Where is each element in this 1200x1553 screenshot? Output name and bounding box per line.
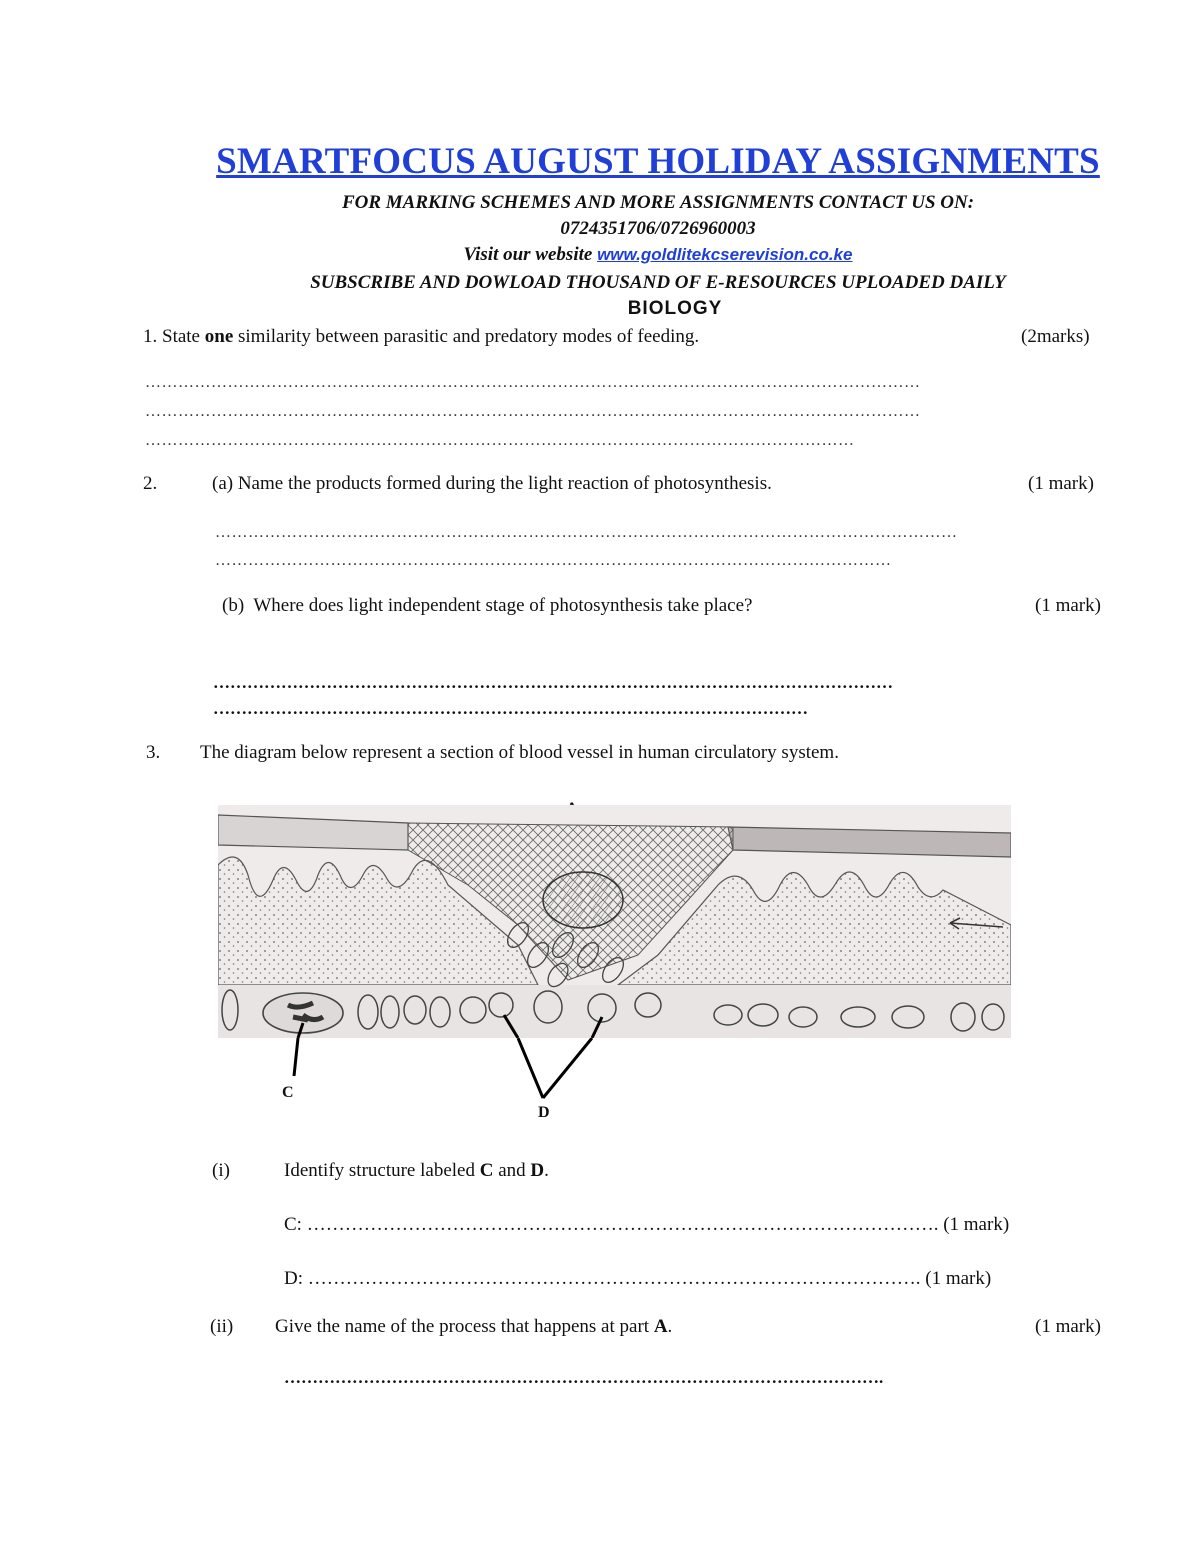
answer-line[interactable]: …………………………………………………………………………………………………………………………… (145, 403, 921, 420)
answer-line[interactable]: …………………………………………………………………………………………… (213, 699, 808, 718)
diagram-pointers (218, 1038, 618, 1108)
question-3i-text-start: Identify structure labeled (284, 1160, 480, 1181)
question-2b-marks: (1 mark) (1035, 595, 1101, 616)
label-d-ref: D (530, 1160, 545, 1181)
question-3i-end: . (544, 1160, 549, 1181)
answer-line[interactable]: ………………………………………………………………………………………………………… (213, 673, 893, 692)
question-text-end: similarity between parasitic and predatory modes of feeding. (233, 326, 700, 347)
question-2b-text: Where does light independent stage of photosynthesis take place? (253, 595, 753, 616)
question-text-start: State (162, 326, 205, 347)
question-2a-marks: (1 mark) (1028, 473, 1094, 494)
answer-line[interactable]: ………………………………………………………………………………………………………………… (145, 432, 855, 449)
question-3ii-label: (ii) (210, 1316, 234, 1337)
subscribe-line: SUBSCRIBE AND DOWLOAD THOUSAND OF E-RESOURCES UPLOADED DAILY (310, 272, 1006, 293)
visit-line (0, 244, 1200, 266)
question-3i-and: and (493, 1160, 531, 1181)
pointer-d1-ext (518, 1038, 543, 1098)
question-3ii-text-start: Give the name of the process that happens at part (275, 1316, 654, 1337)
question-1 (143, 326, 699, 348)
website-link[interactable]: www.goldlitekcserevision.co.ke (597, 245, 853, 264)
visit-label: Visit our website (463, 244, 593, 265)
question-3-text: The diagram below represent a section of blood vessel in human circulatory system. (200, 742, 839, 763)
pointer-c-ext (294, 1038, 298, 1076)
question-2b (222, 595, 752, 617)
diagram-label-d: D (538, 1104, 550, 1121)
answer-line[interactable]: …………………………………………………………………………………………………………………………… (145, 374, 921, 391)
phone-numbers: 0724351706/0726960003 (560, 218, 756, 239)
label-c-ref: C (479, 1160, 494, 1181)
question-3ii-marks: (1 mark) (1035, 1316, 1101, 1337)
question-number: 1. (143, 326, 158, 347)
question-3i-text (284, 1160, 549, 1182)
question-2b-label: (b) (222, 595, 245, 616)
blood-vessel-diagram (218, 805, 1011, 1038)
answer-line[interactable]: ……………………………………………………………………………………………………………………… (215, 524, 958, 541)
answer-c-line[interactable]: C: ………………………………………………………………………………………. (1 mark) (284, 1214, 1010, 1235)
capillary-knot (543, 872, 623, 928)
answer-d-line[interactable]: D: ……………………………………………………………………………………. (1 mark) (284, 1268, 992, 1289)
contact-line: FOR MARKING SCHEMES AND MORE ASSIGNMENTS CONTACT US ON: (341, 192, 975, 213)
page-title: SMARTFOCUS AUGUST HOLIDAY ASSIGNMENTS (216, 141, 1100, 182)
question-3ii-text (275, 1316, 672, 1338)
question-3-number: 3. (146, 742, 161, 763)
question-2a-text: (a) Name the products formed during the light reaction of photosynthesis. (212, 473, 772, 494)
pointer-d2-ext (543, 1038, 592, 1098)
question-2-number: 2. (143, 473, 158, 494)
label-a-ref: A (653, 1316, 668, 1337)
question-3ii-end: . (667, 1316, 673, 1337)
answer-line[interactable]: …………………………………………………………………………………………………………… (215, 552, 892, 569)
question-1-marks: (2marks) (1021, 326, 1090, 347)
question-emphasis: one (204, 326, 234, 347)
diagram-label-c: C (282, 1084, 294, 1101)
answer-line[interactable]: ……………………………………………………………………………………………. (284, 1368, 884, 1387)
question-3i-label: (i) (212, 1160, 230, 1181)
subject-heading: BIOLOGY (627, 298, 723, 319)
